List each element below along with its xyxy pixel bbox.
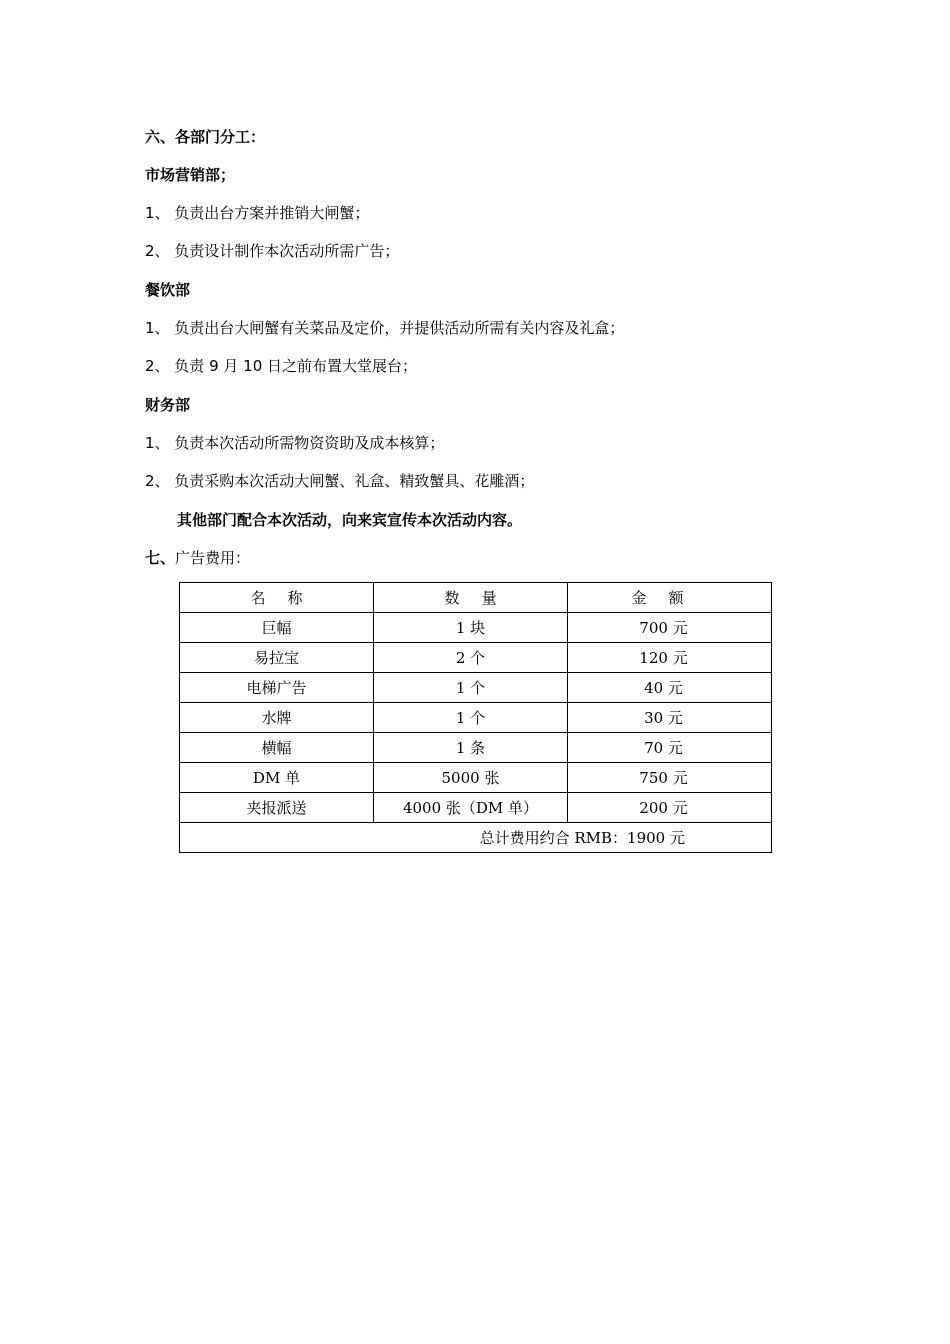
cell-quantity: 5000 张	[374, 763, 568, 793]
cell-amount: 70 元	[568, 733, 772, 763]
table-row	[180, 613, 772, 643]
cell-quantity: 1 块	[374, 613, 568, 643]
cell-amount: 120 元	[568, 643, 772, 673]
catering-dept-heading: 餐饮部	[145, 281, 191, 299]
cell-amount: 200 元	[568, 793, 772, 823]
cell-name: 巨幅	[180, 613, 374, 643]
cell-name: 电梯广告	[180, 673, 374, 703]
cell-name: 夹报派送	[180, 793, 374, 823]
finance-item-2: 2、 负责采购本次活动大闸蟹、礼盒、精致蟹具、花雕酒；	[145, 472, 535, 490]
section-six-heading: 六、各部门分工：	[145, 128, 266, 146]
table-total-row	[180, 823, 772, 853]
catering-item-1: 1、 负责出台大闸蟹有关菜品及定价，并提供活动所需有关内容及礼盒；	[145, 319, 625, 337]
table-row	[180, 643, 772, 673]
cell-amount: 750 元	[568, 763, 772, 793]
marketing-dept-heading: 市场营销部；	[145, 166, 236, 184]
cell-amount: 700 元	[568, 613, 772, 643]
header-name: 名 称	[180, 583, 374, 613]
cell-name: 水牌	[180, 703, 374, 733]
cell-amount: 30 元	[568, 703, 772, 733]
header-amount: 金 额	[568, 583, 772, 613]
cell-amount: 40 元	[568, 673, 772, 703]
marketing-item-2: 2、 负责设计制作本次活动所需广告；	[145, 242, 400, 260]
section-seven-title: 广告费用：	[175, 549, 251, 567]
finance-item-1: 1、 负责本次活动所需物资资助及成本核算；	[145, 434, 445, 452]
cell-quantity: 1 个	[374, 703, 568, 733]
cell-name: DM 单	[180, 763, 374, 793]
section-seven-number: 七、	[145, 549, 176, 567]
cell-quantity: 2 个	[374, 643, 568, 673]
table-header-row	[180, 583, 772, 613]
section-seven-heading	[145, 548, 250, 568]
table-row	[180, 763, 772, 793]
advertising-cost-table	[179, 582, 772, 853]
cell-quantity: 1 条	[374, 733, 568, 763]
cell-quantity: 1 个	[374, 673, 568, 703]
cell-name: 易拉宝	[180, 643, 374, 673]
table-row	[180, 703, 772, 733]
cell-name: 横幅	[180, 733, 374, 763]
total-cost: 总计费用约合 RMB：1900 元	[180, 823, 772, 853]
table-row	[180, 673, 772, 703]
catering-item-2: 2、 负责 9 月 10 日之前布置大堂展台；	[145, 357, 418, 375]
marketing-item-1: 1、 负责出台方案并推销大闸蟹；	[145, 204, 370, 222]
finance-dept-heading: 财务部	[145, 396, 191, 414]
table-row	[180, 793, 772, 823]
header-quantity: 数 量	[374, 583, 568, 613]
table-row	[180, 733, 772, 763]
other-departments-note: 其他部门配合本次活动，向来宾宣传本次活动内容。	[177, 511, 523, 529]
cell-quantity: 4000 张（DM 单）	[374, 793, 568, 823]
